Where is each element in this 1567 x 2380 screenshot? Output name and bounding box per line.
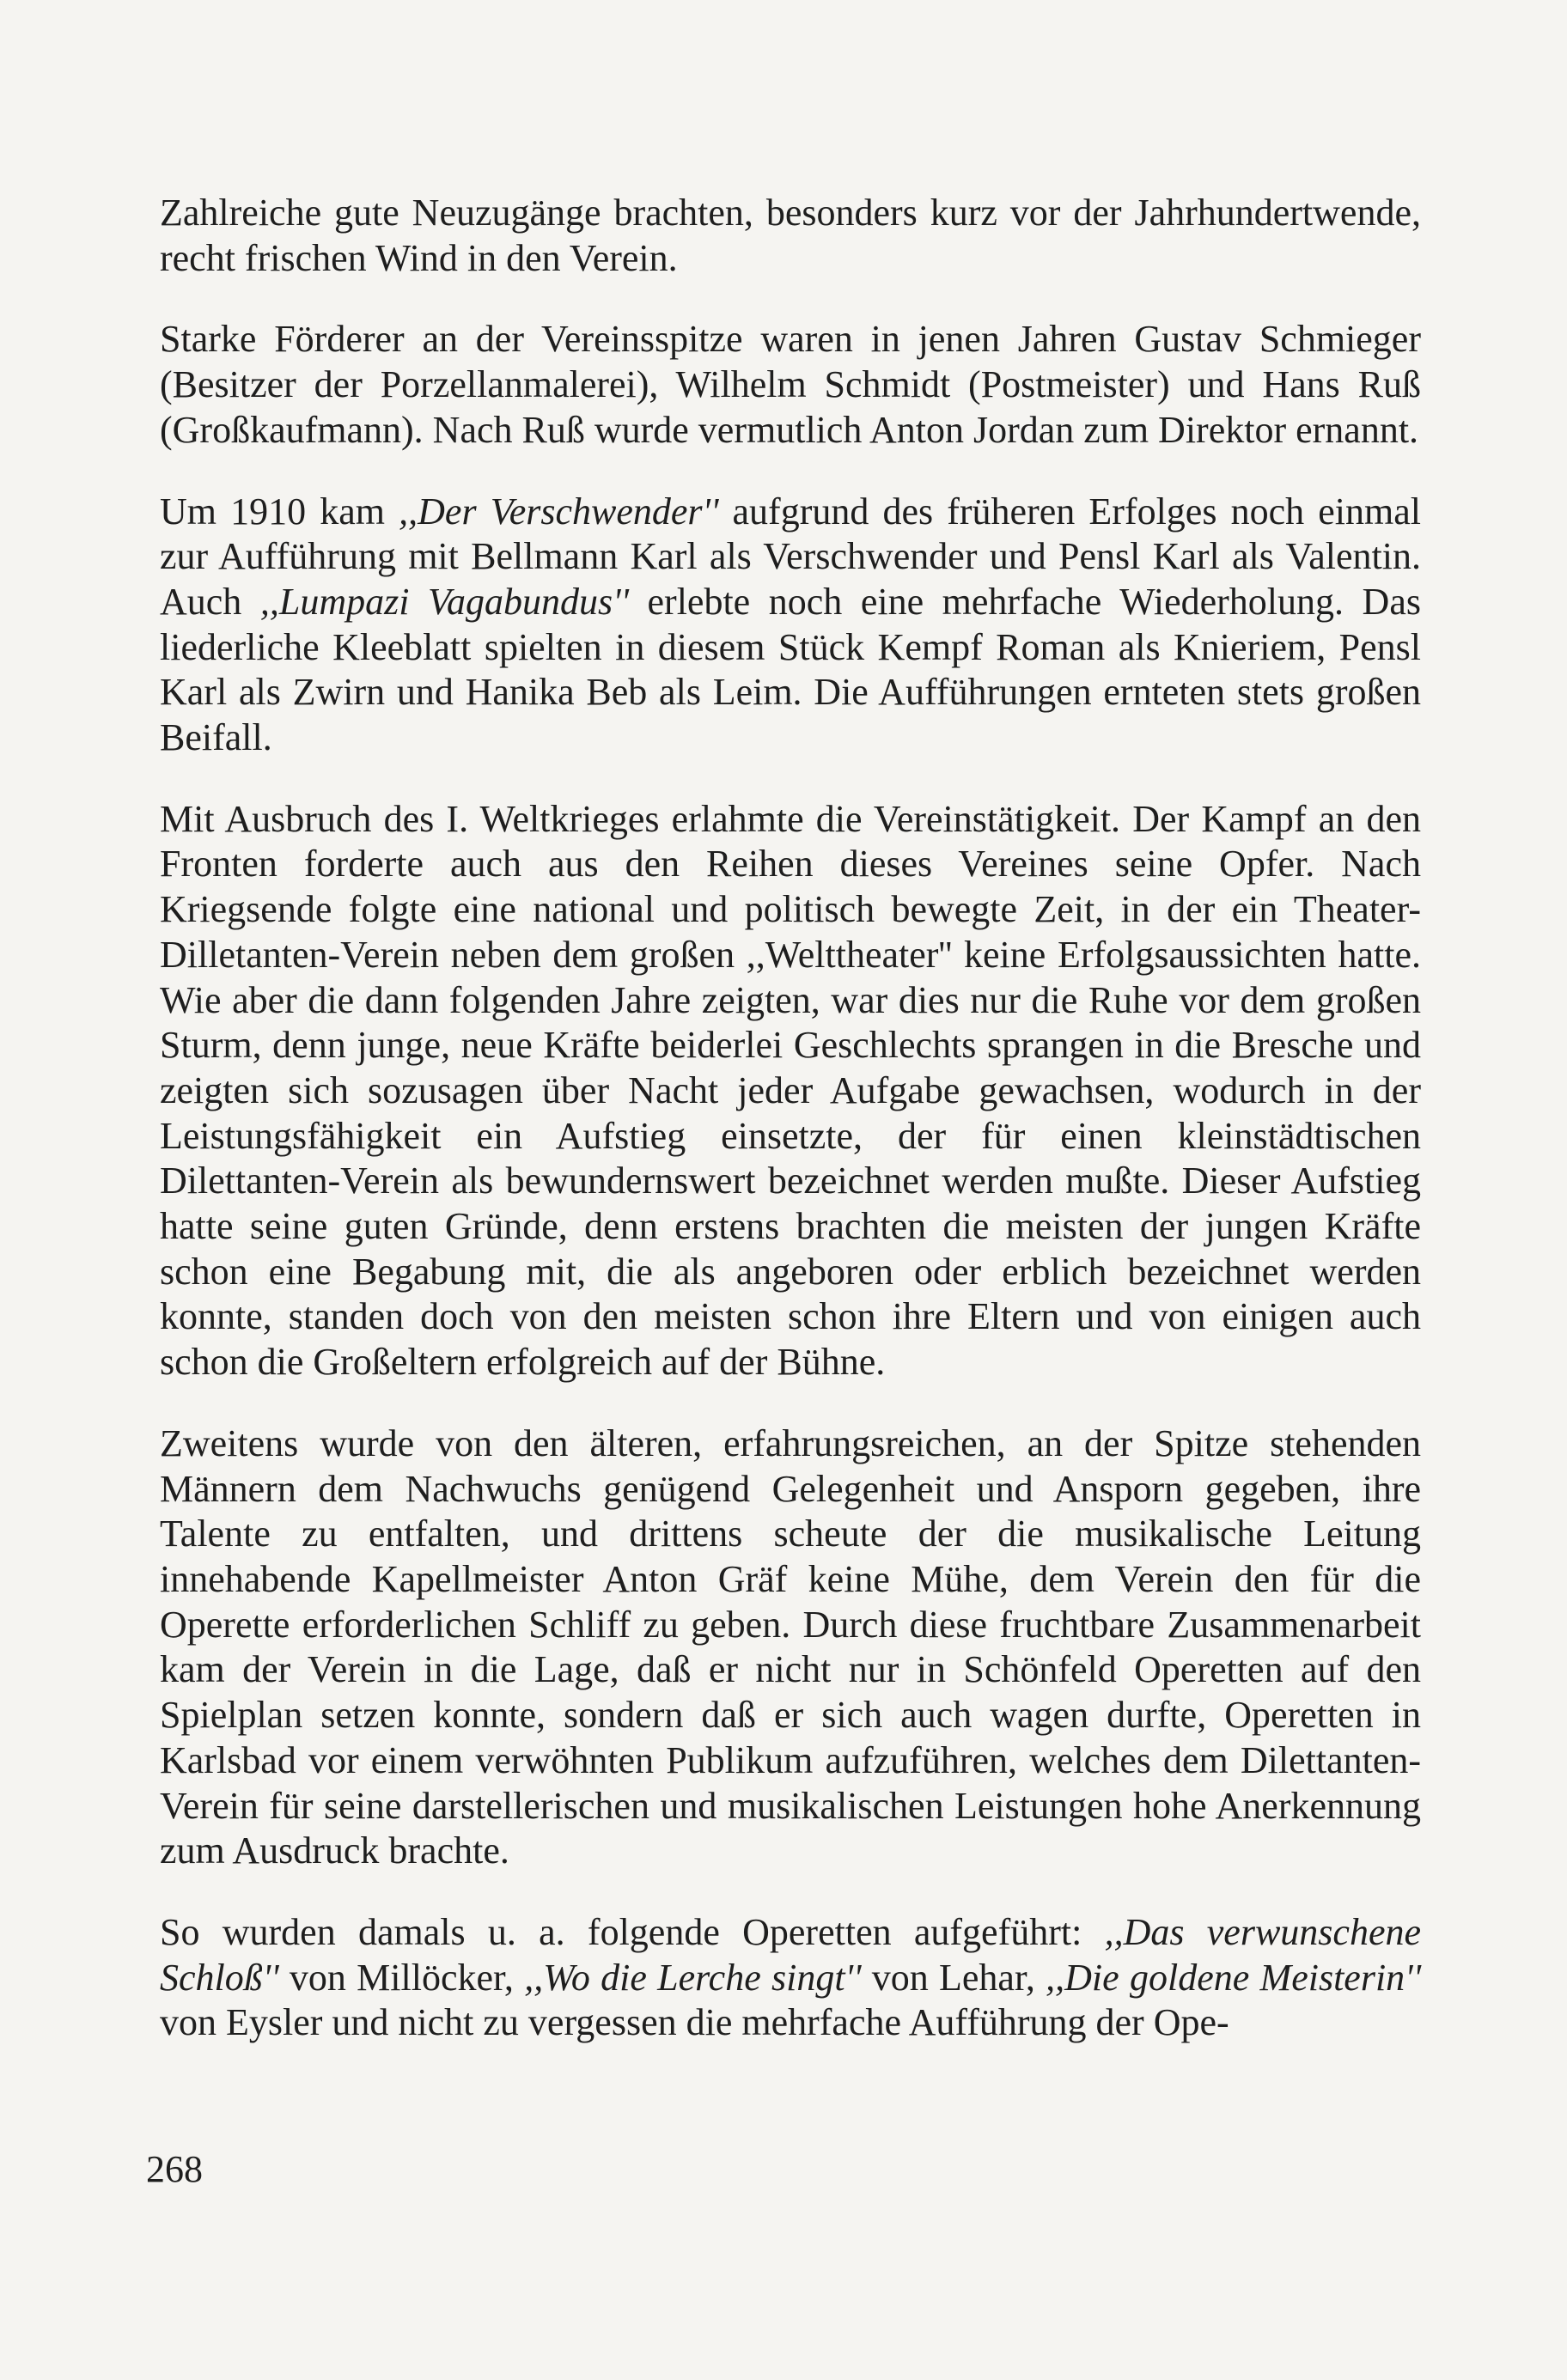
text-run: von Eysler und nicht zu vergessen die mehrfache Aufführung der Ope- [160,2001,1229,2044]
italic-title: ,,Die goldene Meisterin'' [1046,1956,1421,1999]
text-run: Mit Ausbruch des I. Weltkrieges erlahmte die Vereinstätigkeit. Der Kampf an den Fronten forderte auch aus den Reihen dieses Vereines seine Opfer. Nach Kriegsende folgte eine national und politisch bewegte Zeit, in der ein Theater-Dilletanten-Verein neben dem großen ,,Welttheater'' keine Erfolgsaussichten hatte. Wie aber die dann folgenden Jahre zeigten, war dies nur die Ruhe vor dem großen Sturm, denn junge, neue Kräfte beiderlei Geschlechts sprangen in die Bresche und zeigten sich sozusagen über Nacht jeder Aufgabe gewachsen, wodurch in der Leistungsfähigkeit ein Aufstieg einsetzte, der für einen kleinstädtischen Dilettanten-Verein als bewundernswert bezeichnet werden mußte. Dieser Aufstieg hatte seine guten Gründe, denn erstens brachten die meisten der jungen Kräfte schon eine Begabung mit, die als angeboren oder erblich bezeichnet werden konnte, standen doch von den meisten schon ihre Eltern und von einigen auch schon die Großeltern erfolgreich auf der Bühne. [160,797,1421,1384]
paragraph [160,490,1421,761]
text-run: aufgrund des früheren Erfolges noch einmal zur Aufführung mit Bellmann Karl als Verschwender und Pensl Karl als Valentin. Auch [160,490,1421,623]
text-run: erlebte noch eine mehrfache Wiederholung. Das liederliche Kleeblatt spielten in diesem Stück Kempf Roman als Knieriem, Pensl Karl als Zwirn und Hanika Beb als Leim. Die Aufführungen ernteten stets großen Beifall. [160,580,1421,759]
paragraph [160,1421,1421,1874]
text-run: Starke Förderer an der Vereinsspitze waren in jenen Jahren Gustav Schmieger (Besitzer der Porzellanmalerei), Wilhelm Schmidt (Postmeister) und Hans Ruß (Großkaufmann). Nach Ruß wurde vermutlich Anton Jordan zum Direktor ernannt. [160,318,1421,451]
italic-title: ,,Der Verschwender'' [399,490,719,533]
paragraph [160,797,1421,1385]
text-run: von Lehar, [861,1956,1046,1999]
body-text [160,191,1421,2046]
text-run: Zweitens wurde von den älteren, erfahrungsreichen, an der Spitze stehenden Männern dem Nachwuchs genügend Gelegenheit und Ansporn gegeben, ihre Talente zu entfalten, und drittens scheute der die musikalische Leitung innehabende Kapellmeister Anton Gräf keine Mühe, dem Verein den für die Operette erforderlichen Schliff zu geben. Durch diese fruchtbare Zusammenarbeit kam der Verein in die Lage, daß er nicht nur in Schönfeld Operetten auf den Spielplan setzen konnte, sondern daß er sich auch wagen durfte, Operetten in Karlsbad vor einem verwöhnten Publikum aufzuführen, welches dem Dilettanten-Verein für seine darstellerischen und musikalischen Leistungen hohe Anerkennung zum Ausdruck brachte. [160,1421,1421,1872]
italic-title: ,,Das verwunschene Schloß'' [160,1910,1421,1999]
paragraph [160,317,1421,453]
text-run: Um 1910 kam [160,490,399,533]
text-run: So wurden damals u. a. folgende Operetten aufgeführt: [160,1910,1105,1953]
italic-title: ,,Wo die Lerche singt'' [524,1956,862,1999]
italic-title: ,,Lumpazi Vagabundus'' [259,580,629,623]
page-number: 268 [146,2148,203,2190]
paragraph [160,191,1421,281]
text-run: von Millöcker, [278,1956,525,1999]
text-run: Zahlreiche gute Neuzugänge brachten, besonders kurz vor der Jahrhundertwende, recht frischen Wind in den Verein. [160,192,1421,279]
paragraph [160,1910,1421,2046]
